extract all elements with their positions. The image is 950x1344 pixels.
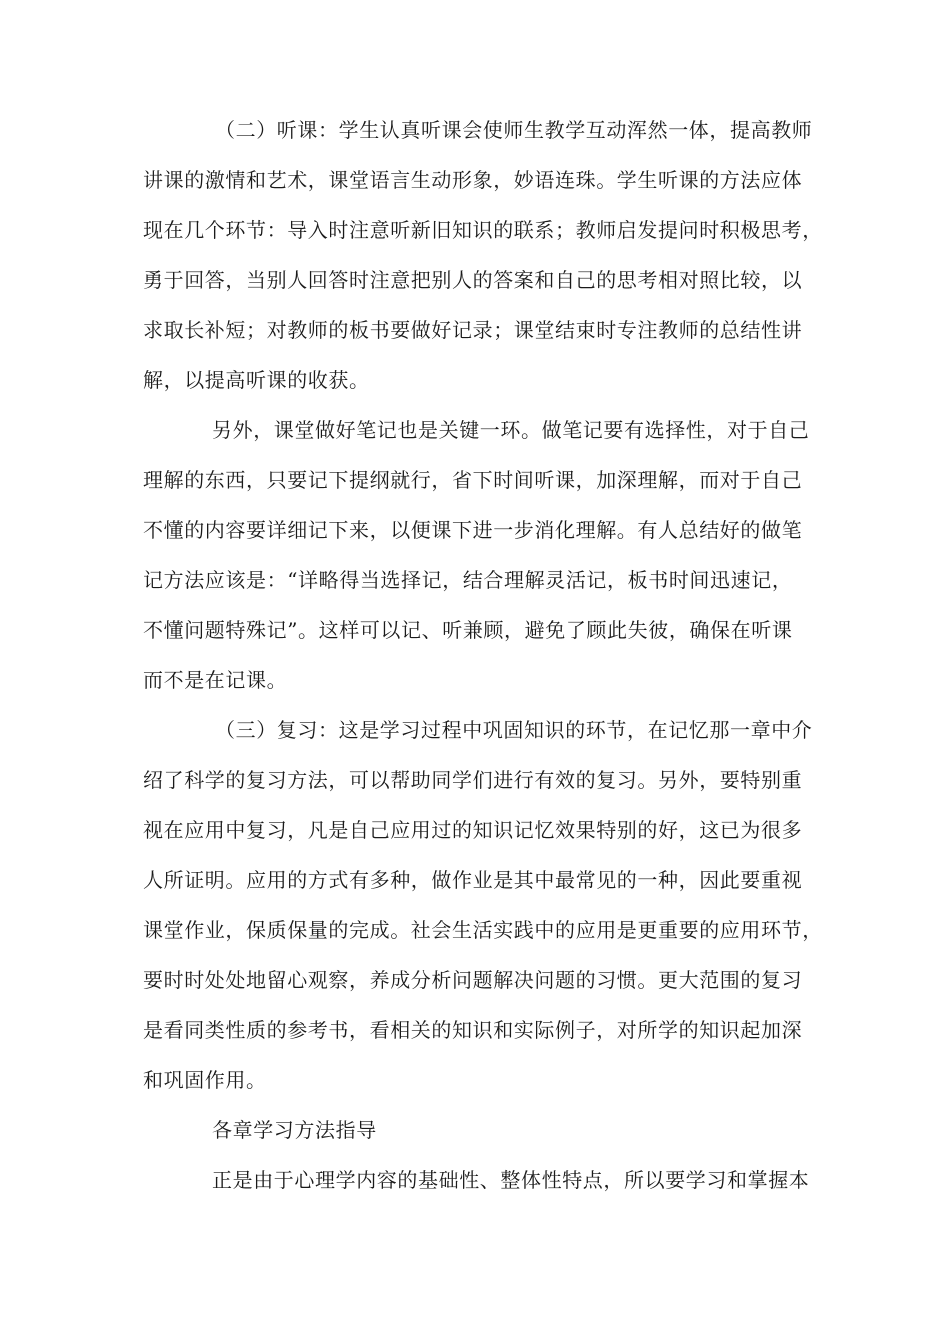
paragraph-review-line-1: （三）复习：这是学习过程中巩固知识的环节，在记忆那一章中介 bbox=[215, 718, 813, 742]
paragraph-notes-line-1: 另外，课堂做好笔记也是关键一环。做笔记要有选择性，对于自己 bbox=[212, 418, 810, 442]
paragraph-notes-line-2: 理解的东西，只要记下提纲就行，省下时间听课，加深理解，而对于自己 bbox=[143, 468, 803, 492]
paragraph-listening-line-6: 解，以提高听课的收获。 bbox=[143, 368, 370, 392]
paragraph-listening-line-2: 讲课的激情和艺术，课堂语言生动形象，妙语连珠。学生听课的方法应体 bbox=[143, 168, 803, 192]
paragraph-listening-line-3: 现在几个环节：导入时注意听新旧知识的联系；教师启发提问时积极思考， bbox=[143, 218, 823, 242]
section-heading: 各章学习方法指导 bbox=[212, 1118, 377, 1142]
paragraph-listening-line-4: 勇于回答，当别人回答时注意把别人的答案和自己的思考相对照比较，以 bbox=[143, 268, 803, 292]
paragraph-notes-line-4: 记方法应该是：“详略得当选择记，结合理解灵活记，板书时间迅速记， bbox=[143, 568, 793, 592]
paragraph-review-line-7: 是看同类性质的参考书，看相关的知识和实际例子，对所学的知识起加深 bbox=[143, 1018, 803, 1042]
paragraph-review-line-8: 和巩固作用。 bbox=[143, 1068, 267, 1092]
paragraph-listening-line-1: （二）听课：学生认真听课会使师生教学互动浑然一体，提高教师 bbox=[215, 118, 813, 142]
paragraph-notes-line-5: 不懂问题特殊记”。这样可以记、听兼顾，避免了顾此失彼，确保在听课 bbox=[143, 618, 793, 642]
paragraph-review-line-5: 课堂作业，保质保量的完成。社会生活实践中的应用是更重要的应用环节， bbox=[143, 918, 823, 942]
paragraph-review-line-6: 要时时处处地留心观察，养成分析问题解决问题的习惯。更大范围的复习 bbox=[143, 968, 803, 992]
paragraph-listening-line-5: 求取长补短；对教师的板书要做好记录；课堂结束时专注教师的总结性讲 bbox=[143, 318, 803, 342]
paragraph-notes-line-6: 而不是在记课。 bbox=[143, 668, 288, 692]
paragraph-review-line-4: 人所证明。应用的方式有多种，做作业是其中最常见的一种，因此要重视 bbox=[143, 868, 803, 892]
paragraph-method-line-1: 正是由于心理学内容的基础性、整体性特点，所以要学习和掌握本 bbox=[212, 1168, 810, 1192]
paragraph-review-line-3: 视在应用中复习，凡是自己应用过的知识记忆效果特别的好，这已为很多 bbox=[143, 818, 803, 842]
paragraph-notes-line-3: 不懂的内容要详细记下来，以便课下进一步消化理解。有人总结好的做笔 bbox=[143, 518, 803, 542]
paragraph-review-line-2: 绍了科学的复习方法，可以帮助同学们进行有效的复习。另外，要特别重 bbox=[143, 768, 803, 792]
